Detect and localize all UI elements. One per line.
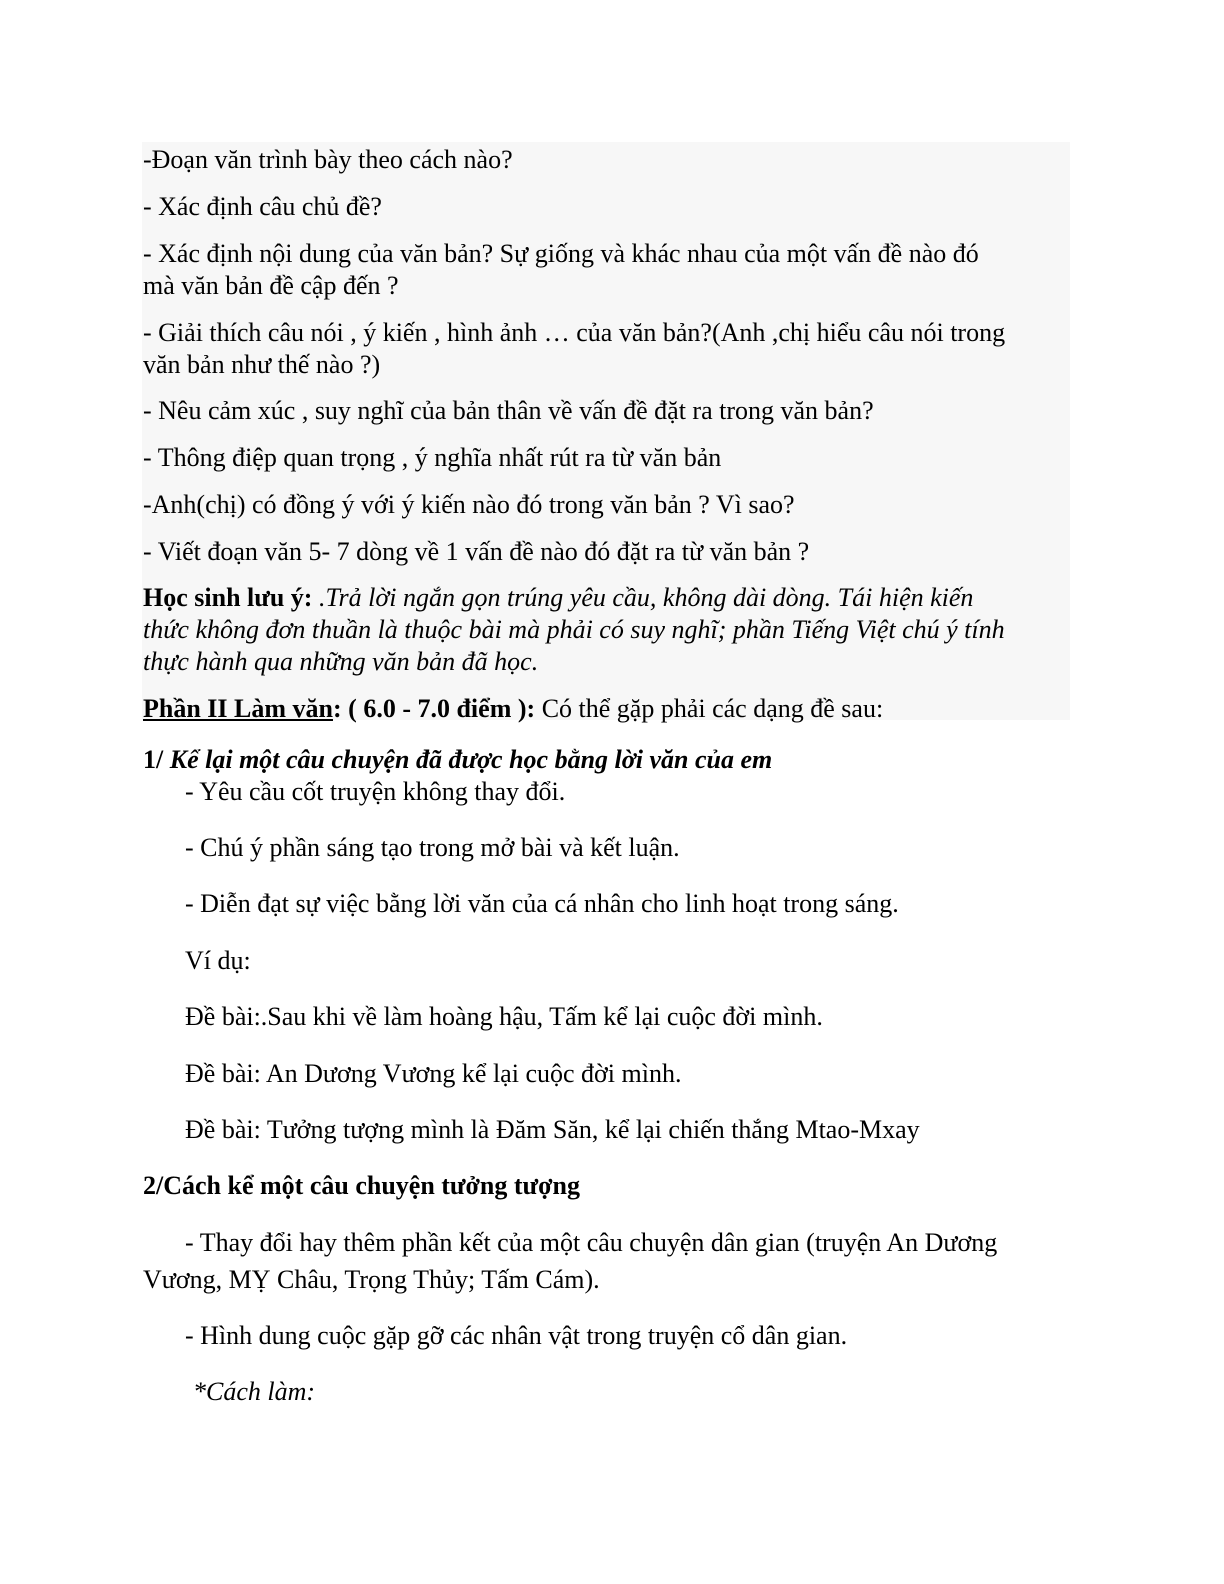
example-topic-tam: Đề bài:.Sau khi về làm hoàng hậu, Tấm kể lại cuộc đời mình.	[185, 1002, 823, 1031]
type2-heading: 2/Cách kể một câu chuyện tưởng tượng	[143, 1171, 581, 1200]
student-note-line2: thức không đơn thuần là thuộc bài mà phải có suy nghĩ; phần Tiếng Việt chú ý tính	[143, 615, 1005, 644]
question-content-line2: mà văn bản đề cập đến ?	[143, 271, 399, 300]
student-note-line1	[143, 582, 973, 614]
part2-title: Phần II Làm văn	[143, 694, 333, 723]
method-label: *Cách làm:	[193, 1377, 316, 1406]
student-note-label: Học sinh lưu ý:	[143, 583, 313, 612]
type2-item-change-ending-line1: - Thay đổi hay thêm phần kết của một câu chuyện dân gian (truyện An Dương	[185, 1228, 998, 1257]
question-feelings: - Nêu cảm xúc , suy nghĩ của bản thân về vấn đề đặt ra trong văn bản?	[143, 396, 874, 425]
question-content-line1: - Xác định nội dung của văn bản? Sự giống và khác nhau của một vấn đề nào đó	[143, 239, 979, 268]
section-heading-part2	[143, 693, 883, 725]
type2-item-change-ending-line2: Vương, MỴ Châu, Trọng Thủy; Tấm Cám).	[143, 1265, 600, 1294]
question-explain-line1: - Giải thích câu nói , ý kiến , hình ảnh … của văn bản?(Anh ,chị hiểu câu nói trong	[143, 318, 1006, 347]
question-paragraph-structure: -Đoạn văn trình bày theo cách nào?	[143, 145, 513, 174]
type1-number: 1/	[143, 745, 170, 774]
student-note-text: .Trả lời ngắn gọn trúng yêu cầu, không dài dòng. Tái hiện kiến	[312, 583, 974, 612]
example-topic-an-duong-vuong: Đề bài: An Dương Vương kể lại cuộc đời mình.	[185, 1059, 682, 1088]
type1-requirement-expression: - Diễn đạt sự việc bằng lời văn của cá nhân cho linh hoạt trong sáng.	[185, 889, 899, 918]
question-explain-line2: văn bản như thế nào ?)	[143, 350, 381, 379]
part2-intro: Có thể gặp phải các dạng đề sau:	[535, 694, 884, 723]
example-label: Ví dụ:	[185, 946, 251, 975]
type1-title: Kể lại một câu chuyện đã được học bằng lời văn của em	[169, 745, 773, 774]
type1-requirement-plot: - Yêu cầu cốt truyện không thay đổi.	[185, 777, 566, 806]
question-topic-sentence: - Xác định câu chủ đề?	[143, 192, 382, 221]
question-message: - Thông điệp quan trọng , ý nghĩa nhất rút ra từ văn bản	[143, 443, 722, 472]
type1-requirement-creative: - Chú ý phần sáng tạo trong mở bài và kết luận.	[185, 833, 680, 862]
part2-points: : ( 6.0 - 7.0 điểm ):	[333, 694, 536, 723]
type2-item-imagine-meeting: - Hình dung cuộc gặp gỡ các nhân vật trong truyện cổ dân gian.	[185, 1321, 848, 1350]
type1-heading	[143, 744, 772, 776]
question-agree: -Anh(chị) có đồng ý với ý kiến nào đó trong văn bản ? Vì sao?	[143, 490, 795, 519]
example-topic-dam-san: Đề bài: Tưởng tượng mình là Đăm Săn, kể lại chiến thắng Mtao-Mxay	[185, 1115, 920, 1144]
question-write-paragraph: - Viết đoạn văn 5- 7 dòng về 1 vấn đề nào đó đặt ra từ văn bản ?	[143, 537, 810, 566]
student-note-line3: thực hành qua những văn bản đã học.	[143, 647, 539, 676]
